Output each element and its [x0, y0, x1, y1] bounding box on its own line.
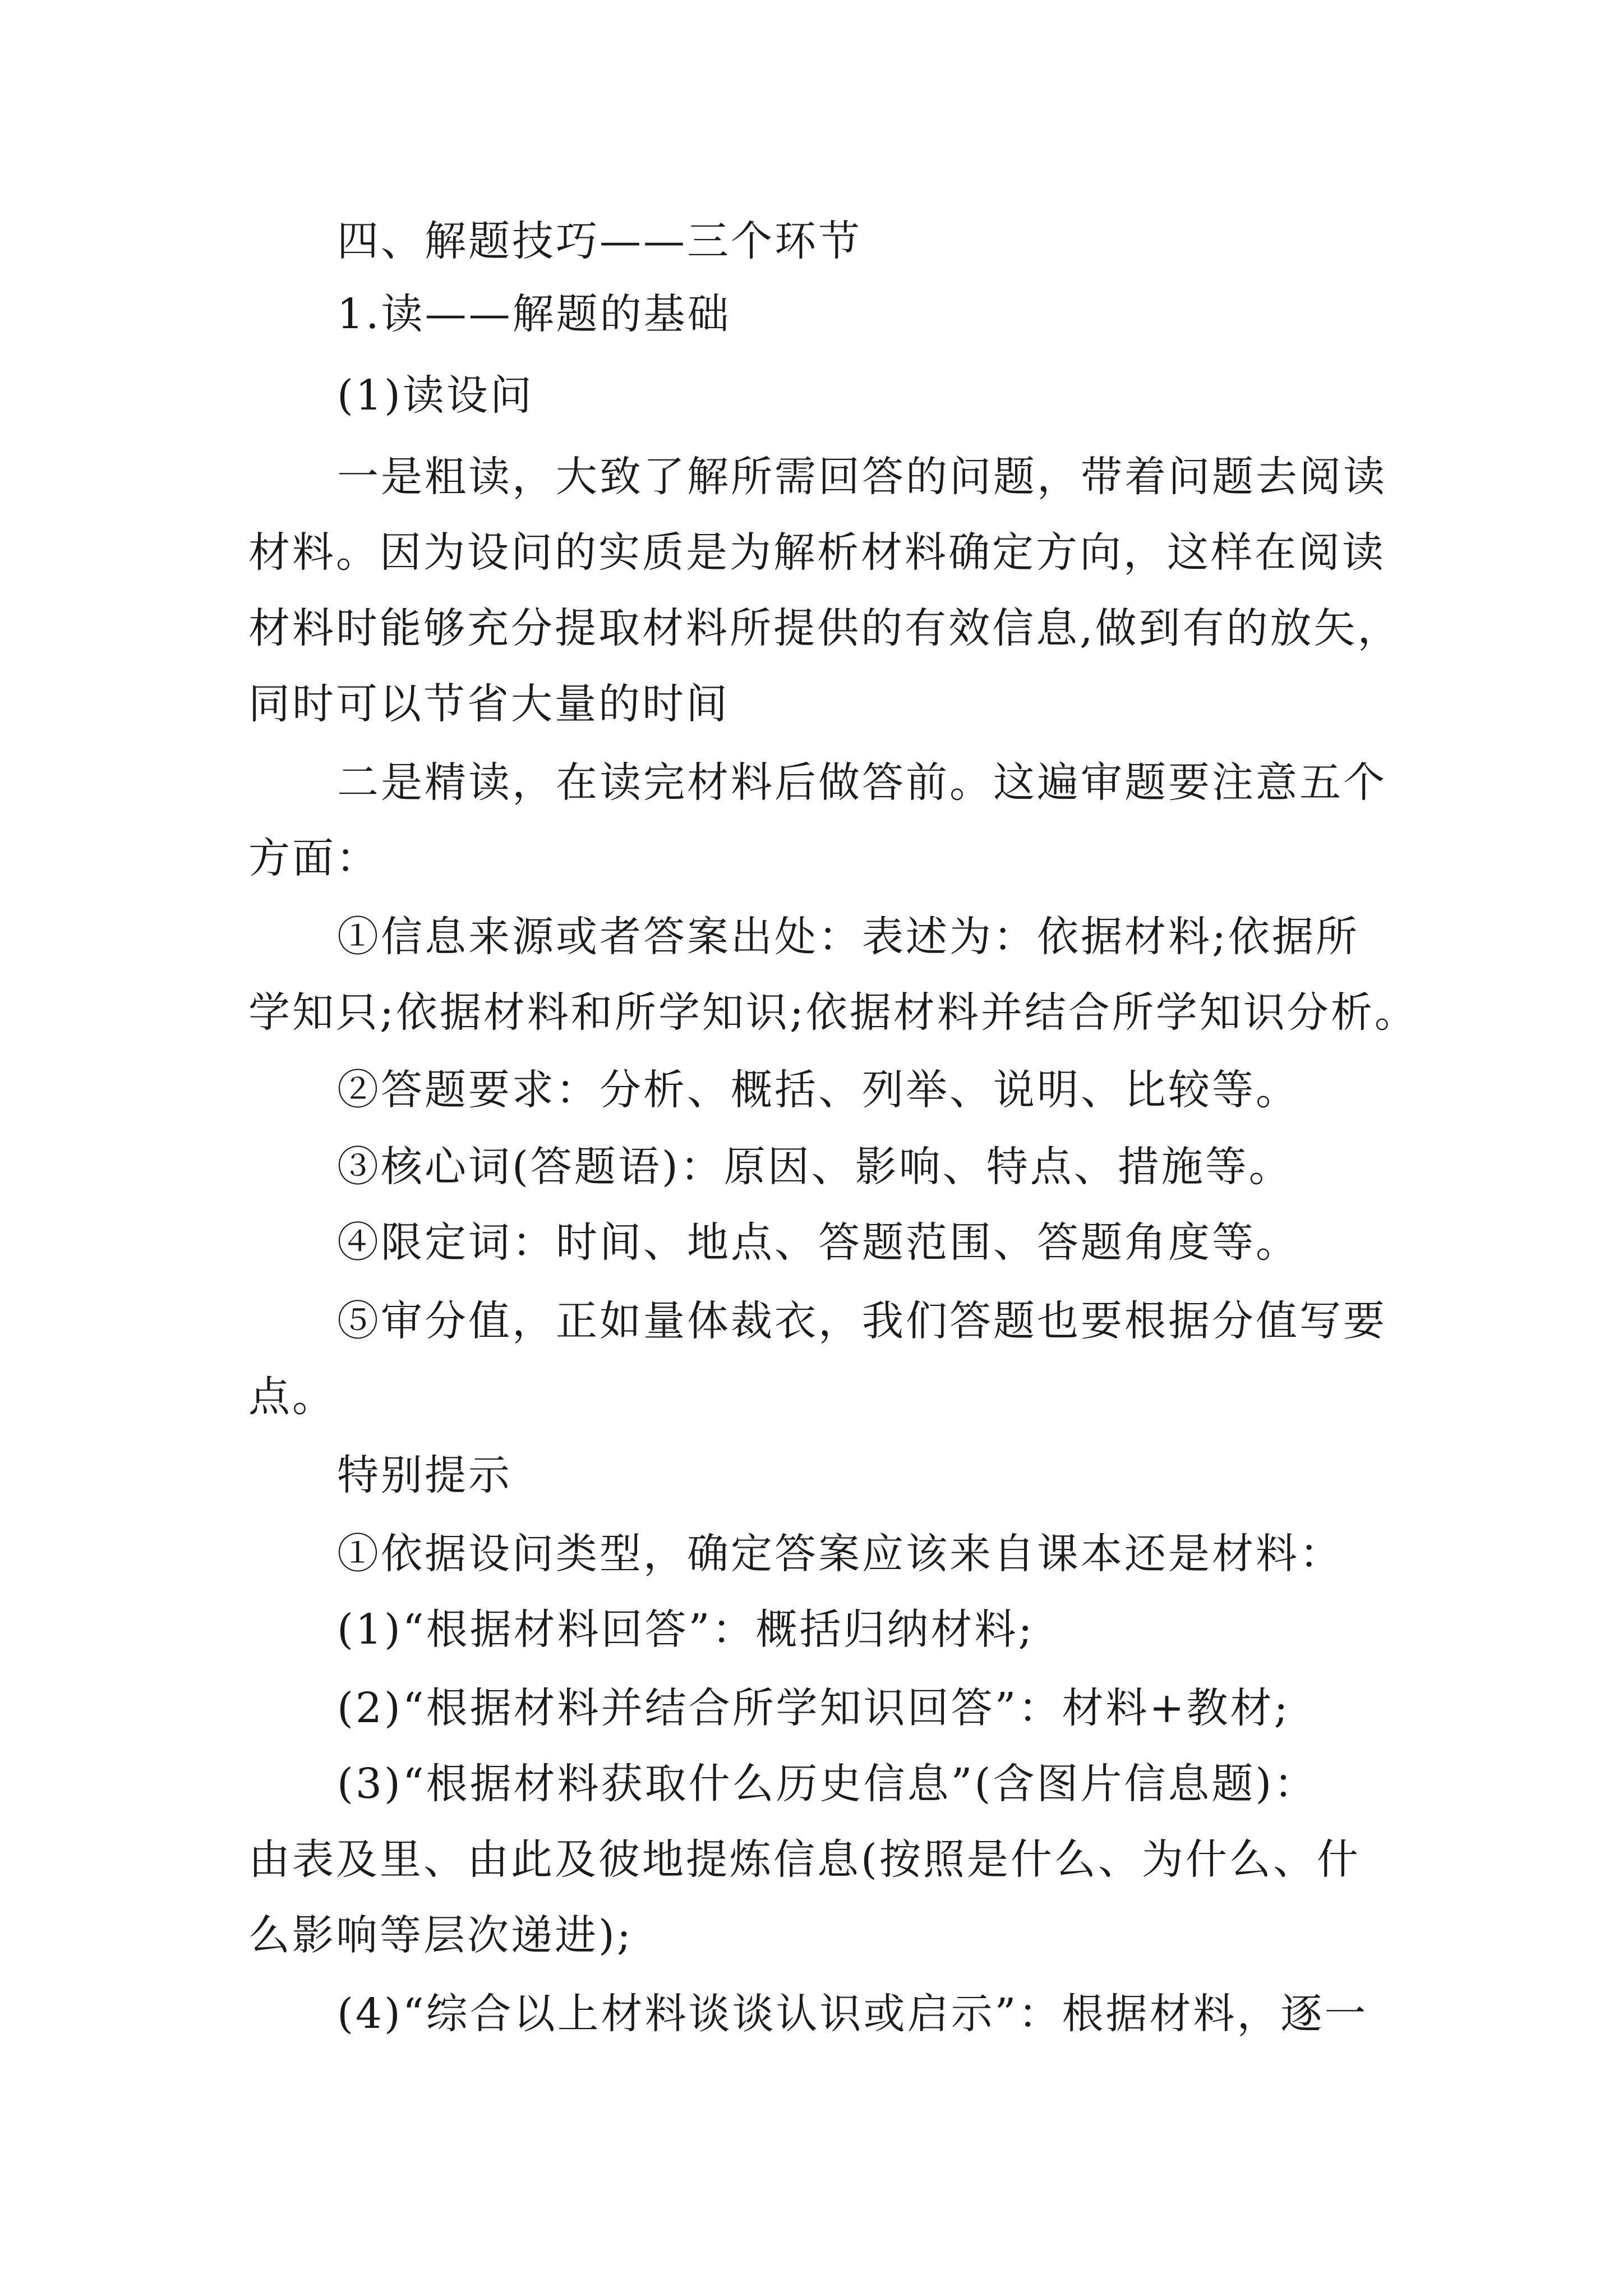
list-item: ①依据设问类型，确定答案应该来自课本还是材料：: [337, 1530, 1343, 1578]
paragraph-line: 材料时能够充分提取材料所提供的有效信息,做到有的放矢，: [248, 604, 1401, 652]
list-item-continuation: 学知只;依据材料和所学知识;依据材料并结合所学知识分析。: [248, 988, 1418, 1037]
list-item-continuation: 么影响等层次递进);: [248, 1911, 633, 1959]
list-item-continuation: 由表及里、由此及彼地提炼信息(按照是什么、为什么、什: [248, 1835, 1361, 1884]
paragraph-line: 同时可以节省大量的时间: [248, 680, 730, 728]
list-item-continuation: 点。: [248, 1373, 336, 1421]
paragraph-line: 一是粗读，大致了解所需回答的问题，带着问题去阅读: [337, 453, 1387, 501]
paragraph-line: 二是精读，在读完材料后做答前。这遍审题要注意五个: [337, 758, 1387, 807]
paragraph-line: 材料。因为设问的实质是为解析材料确定方向，这样在阅读: [248, 528, 1386, 577]
list-item: (3)“根据材料获取什么历史信息”(含图片信息题)：: [337, 1760, 1318, 1808]
item-heading: (1)读设问: [337, 371, 534, 420]
section-heading: 四、解题技巧——三个环节: [337, 217, 862, 265]
list-item: (2)“根据材料并结合所学知识回答”：材料+教材;: [337, 1684, 1290, 1732]
list-item: ④限定词：时间、地点、答题范围、答题角度等。: [337, 1218, 1299, 1267]
paragraph-line: 方面：: [248, 834, 380, 882]
list-item: (1)“根据材料回答”：概括归纳材料;: [337, 1605, 1035, 1654]
list-item: (4)“综合以上材料谈谈认识或启示”：根据材料，逐一: [337, 1990, 1368, 2038]
list-item: ③核心词(答题语)：原因、影响、特点、措施等。: [337, 1143, 1293, 1191]
list-item: ①信息来源或者答案出处：表述为：依据材料;依据所: [337, 913, 1359, 961]
list-item: ②答题要求：分析、概括、列举、说明、比较等。: [337, 1066, 1299, 1114]
subsection-heading: 1.读——解题的基础: [337, 290, 731, 338]
list-item: ⑤审分值，正如量体裁衣，我们答题也要根据分值写要: [337, 1297, 1387, 1345]
tip-heading: 特别提示: [337, 1451, 512, 1499]
